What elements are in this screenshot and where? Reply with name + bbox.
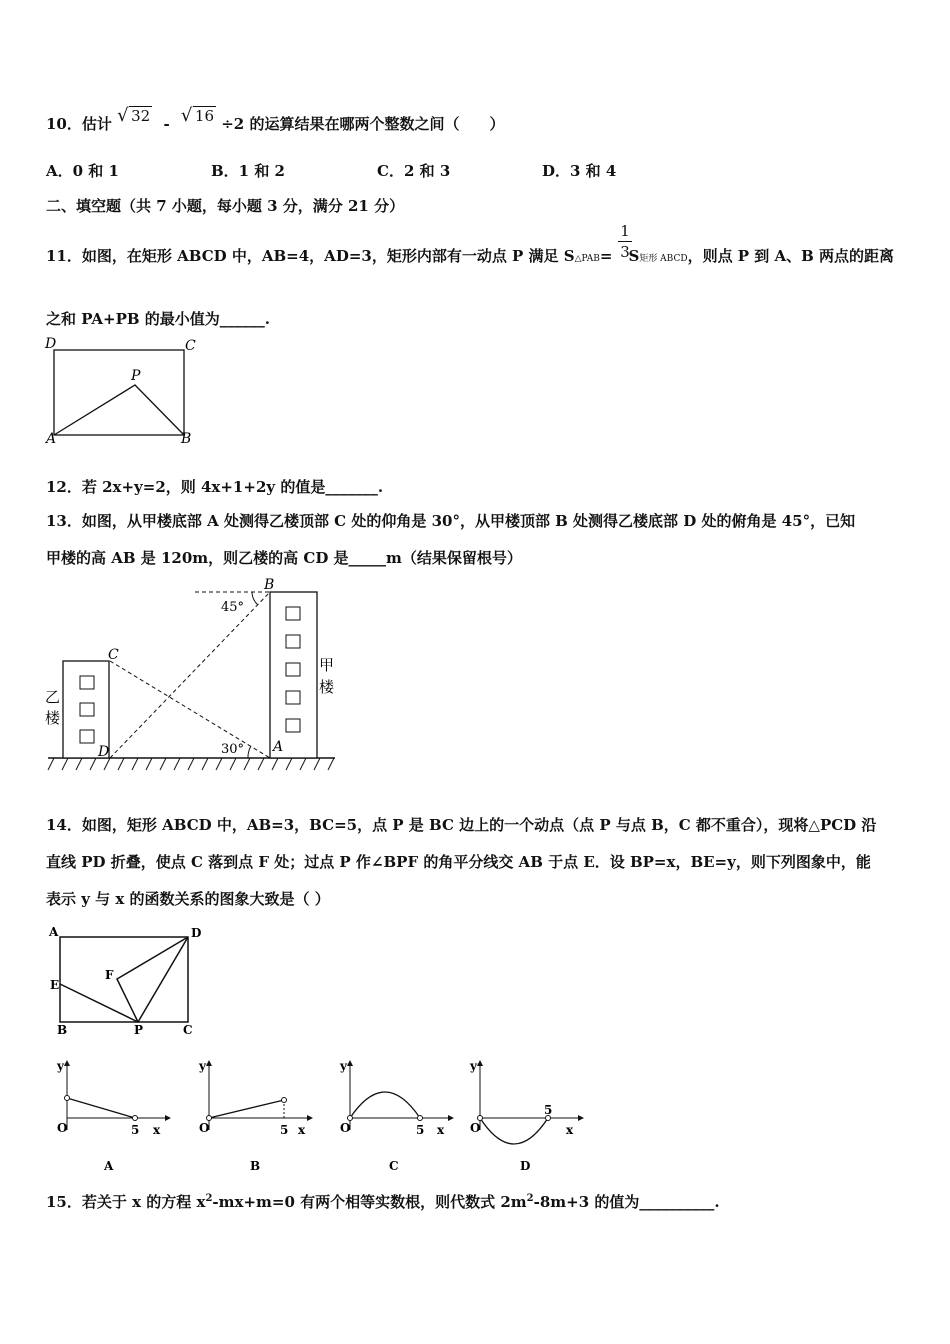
angle-30-label: 30° xyxy=(221,742,245,757)
q14-fold-lines xyxy=(60,937,188,1022)
graph-b-x: x xyxy=(298,1123,306,1137)
q14-label-p: P xyxy=(134,1023,144,1037)
sqrt-16 xyxy=(181,107,216,125)
q14-label-c: C xyxy=(183,1023,193,1037)
q11-label-p: P xyxy=(131,368,141,384)
graph-c-label: C xyxy=(389,1159,399,1173)
q14-graph-b xyxy=(187,1058,317,1176)
angle-arc-45 xyxy=(252,592,258,605)
q11-figure xyxy=(40,335,210,447)
graph-d-curve xyxy=(480,1118,548,1144)
q11-frac-num: 1 xyxy=(620,222,630,240)
building-jia xyxy=(270,592,317,758)
q14-graph-c xyxy=(328,1058,458,1176)
q13-label-c: C xyxy=(108,647,119,663)
q15-sup-2: 2 xyxy=(526,1193,534,1204)
q10-minus: - xyxy=(163,115,170,133)
q11-text-b: ，则点 P 到 A、B 两点的距离 xyxy=(687,247,895,265)
sqrt-32 xyxy=(117,107,152,125)
graph-c-x: x xyxy=(437,1123,445,1137)
question-15 xyxy=(46,1191,720,1212)
question-14-line2: 直线 PD 折叠，使点 C 落到点 F 处；过点 P 作∠BPF 的角平分线交 AB 于点 E．设 BP=x，BE=y，则下列图象中，能 xyxy=(46,853,871,871)
q11-equals: = xyxy=(599,247,613,265)
graph-c-y: y xyxy=(340,1059,347,1073)
graph-c-five: 5 xyxy=(416,1123,425,1137)
q10-option-b: B．1 和 2 xyxy=(211,162,285,180)
graph-c-curve xyxy=(350,1092,420,1118)
q10-prefix: 10．估计 xyxy=(46,115,112,133)
q13-label-d: D xyxy=(98,744,110,760)
question-11-line1 xyxy=(46,245,894,266)
q15-part-c: -8m+3 的值为__________. xyxy=(533,1193,720,1211)
question-13-line2: 甲楼的高 AB 是 120m，则乙楼的高 CD 是_____m（结果保留根号） xyxy=(46,549,522,567)
question-14-line1: 14．如图，矩形 ABCD 中，AB=3，BC=5，点 P 是 BC 边上的一个动点（点 P 与点 B，C 都不重合），现将△PCD 沿 xyxy=(46,816,877,834)
q11-frac-den: 3 xyxy=(618,241,632,262)
graph-d-y: y xyxy=(470,1059,477,1073)
graph-b-y: y xyxy=(199,1059,206,1073)
q11-sub-pab: △PAB xyxy=(574,254,600,264)
sqrt-32-radicand: 32 xyxy=(131,107,151,125)
q14-rectangle xyxy=(60,937,188,1022)
graph-c-origin: O xyxy=(340,1121,351,1135)
q14-figure xyxy=(45,922,205,1042)
graph-b-five: 5 xyxy=(280,1123,289,1137)
label-yi-1: 乙 xyxy=(45,688,61,706)
question-10 xyxy=(46,107,505,134)
q11-s2: S xyxy=(628,247,640,265)
q11-text-a: 11．如图，在矩形 ABCD 中，AB=4，AD=3，矩形内部有一动点 P 满足 S xyxy=(46,247,575,265)
angle-45-label: 45° xyxy=(221,600,245,615)
q13-label-b: B xyxy=(264,577,275,593)
q11-label-d: D xyxy=(45,336,57,352)
q11-sub-rect: 矩形 ABCD xyxy=(639,254,688,264)
q11-fraction xyxy=(618,221,632,262)
q13-label-a: A xyxy=(273,739,284,755)
q13-figure xyxy=(40,575,340,775)
ground-hatching xyxy=(48,758,334,770)
question-12: 12．若 2x+y=2，则 4x+1+2y 的值是_______. xyxy=(46,478,384,496)
question-11-line2: 之和 PA+PB 的最小值为______. xyxy=(46,310,271,328)
graph-a-label: A xyxy=(104,1159,114,1173)
graph-a-x: x xyxy=(153,1123,161,1137)
question-13-line1: 13．如图，从甲楼底部 A 处测得乙楼顶部 C 处的仰角是 30°，从甲楼顶部 B 处测得乙楼底部 D 处的俯角是 45°，已知 xyxy=(46,512,856,530)
sight-line-bd xyxy=(110,592,270,758)
q14-graph-d xyxy=(458,1058,588,1176)
q14-label-f: F xyxy=(105,968,114,982)
q10-option-a: A．0 和 1 xyxy=(46,162,119,180)
q10-suffix: ÷2 的运算结果在哪两个整数之间（ ） xyxy=(221,115,505,133)
graph-d-x: x xyxy=(566,1123,574,1137)
q10-option-c: C．2 和 3 xyxy=(377,162,451,180)
q14-label-d: D xyxy=(191,926,202,940)
question-14-line3: 表示 y 与 x 的函数关系的图象大致是（ ） xyxy=(46,890,330,908)
graph-b-origin: O xyxy=(199,1121,210,1135)
sqrt-16-radicand: 16 xyxy=(194,107,214,125)
q10-option-d: D．3 和 4 xyxy=(542,162,617,180)
q15-part-a: 15．若关于 x 的方程 x xyxy=(46,1193,206,1211)
q14-label-b: B xyxy=(57,1023,68,1037)
label-jia-2: 楼 xyxy=(319,678,335,696)
graph-b-curve xyxy=(209,1100,284,1118)
q15-sup-1: 2 xyxy=(205,1193,213,1204)
angle-arc-30 xyxy=(248,746,251,758)
q14-graph-a xyxy=(45,1058,175,1176)
graph-d-origin: O xyxy=(470,1121,481,1135)
graph-b-label: B xyxy=(250,1159,261,1173)
q11-label-a: A xyxy=(46,431,57,447)
label-jia-1: 甲 xyxy=(319,656,335,674)
q11-triangle-pab xyxy=(54,385,184,435)
q11-label-c: C xyxy=(185,338,196,354)
graph-a-y: y xyxy=(57,1059,64,1073)
q14-label-e: E xyxy=(50,978,60,992)
label-yi-2: 楼 xyxy=(45,709,61,727)
graph-d-label: D xyxy=(520,1159,531,1173)
graph-a-origin: O xyxy=(57,1121,68,1135)
graph-a-curve xyxy=(67,1098,135,1118)
graph-a-five: 5 xyxy=(131,1123,140,1137)
q15-part-b: -mx+m=0 有两个相等实数根，则代数式 2m xyxy=(212,1193,527,1211)
q14-label-a: A xyxy=(49,925,59,939)
section-2-heading: 二、填空题（共 7 小题，每小题 3 分，满分 21 分） xyxy=(46,197,405,215)
graph-d-five: 5 xyxy=(544,1103,553,1117)
q11-label-b: B xyxy=(181,431,192,447)
